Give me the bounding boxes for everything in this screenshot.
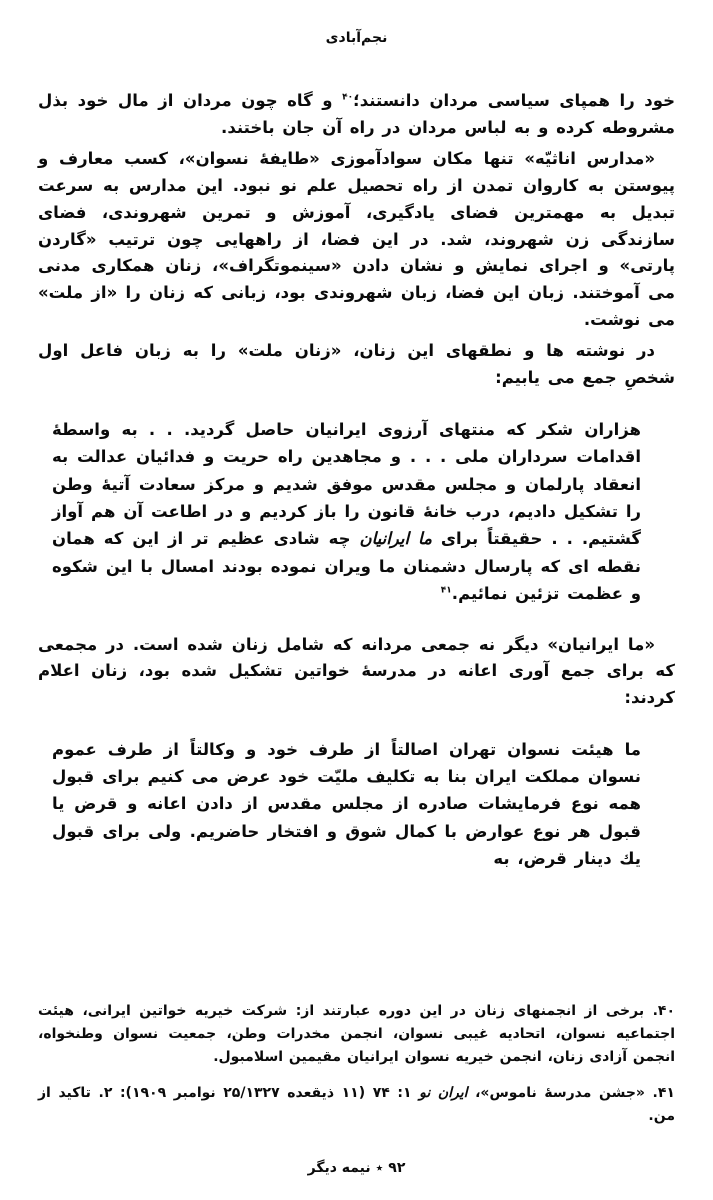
paragraph-schools: «مدارس اناثیّه» تنها مکان سوادآموزی «طایفهٔ نسوان»، کسب معارف و پیوستن به کاروان تمدن از راه تحصیل علم نو نبود. این مدارس به سرعت تبدیل به مهمترین فضای یادگیری، آموزش و تمرین شهروندی، فضای سازندگی زن شهروند، شد. در این فضا، از راههایی چون ترتیب «گاردن پارتی» و اجرای نمایش و نشان دادن «سینموتگراف»، زنان همکاری مدنی می آموختند. زبان این فضا، زبان شهروندی بود، زبانی که زنان را «از ملت» می نوشت. bbox=[38, 149, 675, 329]
running-head: نجم‌آبادی bbox=[325, 30, 388, 46]
page-body bbox=[38, 88, 675, 897]
footnote-40: ۴۰. برخی از انجمنهای زنان در این دوره عبارتند از: شرکت خیریه خواتین ایرانی، هیئت اجتماعیه نسوان، اتحادیه غیبی نسوان، انجمن مخدرات وطن، جمعیت نسوان وطنخواه، انجمن آزادی زنان، انجمن خیریه نسوان ایرانیان مقیمین اسلامبول. bbox=[38, 1002, 675, 1066]
paragraph-text: و گاه چون مردان از مال خود بذل مشروطه کرده و به لباس مردان در راه آن جان باختند. bbox=[38, 91, 675, 137]
paragraph-lead-in-quote-1: در نوشته ها و نطقهای این زنان، «زنان ملت» را به زبان فاعل اول شخصِ جمع می یابیم: bbox=[38, 341, 675, 388]
journal-name: ایران نو bbox=[419, 1084, 468, 1101]
page-number: ۹۲ bbox=[388, 1160, 406, 1176]
journal-title: نیمه دیگر bbox=[307, 1160, 371, 1176]
emphasized-phrase: ما ایرانیان bbox=[359, 529, 432, 549]
footnote-41 bbox=[38, 1082, 675, 1128]
footnote-text: ۴۱. «جشن مدرسهٔ ناموس»، bbox=[467, 1084, 675, 1101]
paragraph-text: خود را همپای سیاسی مردان دانستند؛ bbox=[353, 91, 675, 110]
footer-star-separator: ٭ bbox=[375, 1160, 384, 1176]
footnote-ref-40: ۴۰ bbox=[342, 92, 354, 103]
page-footer bbox=[38, 1160, 675, 1176]
blockquote-1 bbox=[52, 416, 641, 608]
quote-text: چه شادی عظیم تر از این که همان نقطه ای که پارسال دشمنان ما ویران نموده بودند امسال با این شکوه و عظمت تزئین نمائیم. bbox=[52, 529, 641, 604]
footnote-ref-41: ۴۱ bbox=[440, 585, 452, 596]
blockquote-2: ما هیئت نسوان تهران اصالتاً از طرف خود و وکالتاً از طرف عموم نسوان مملکت ایران بنا به تکلیف ملیّت خود عرض می کنیم برای قبول همه نوع فرمایشات صادره از مجلس مقدس از دادن اعانه و قرض یا قبول هر نوع عوارض با کمال شوق و افتخار حاضریم. ولی برای قبول یك دینار قرض، به bbox=[52, 739, 641, 869]
footnotes-section bbox=[38, 1000, 675, 1140]
paragraph-lead-in-quote-2: «ما ایرانیان» دیگر نه جمعی مردانه که شامل زنان شده است. در مجمعی که برای جمع آوری اعانه در مدرسهٔ خواتین تشکیل شده بود، زنان اعلام کردند: bbox=[38, 634, 675, 707]
quote-text: هزاران شکر که منتهای آرزوی ایرانیان حاصل گردید. . . به واسطهٔ اقدامات سرداران ملی . . . و مجاهدین راه حریت و فدائیان عدالت به انعقاد پارلمان و مجلس مقدس موفق شدیم و مرکز سعادت آتیهٔ وطن را تشکیل دادیم، درب خانهٔ قانون را باز کردیم و در اطاعت آن هم آواز گشتیم. . . حقیقتاً برای bbox=[52, 419, 641, 549]
paragraph-continuation bbox=[38, 88, 675, 141]
footnote-text: ۱: ۷۴ (۱۱ ذیقعده ۲۵/۱۳۲۷ نوامبر ۱۹۰۹): ۲. تاکید از من. bbox=[38, 1084, 675, 1124]
